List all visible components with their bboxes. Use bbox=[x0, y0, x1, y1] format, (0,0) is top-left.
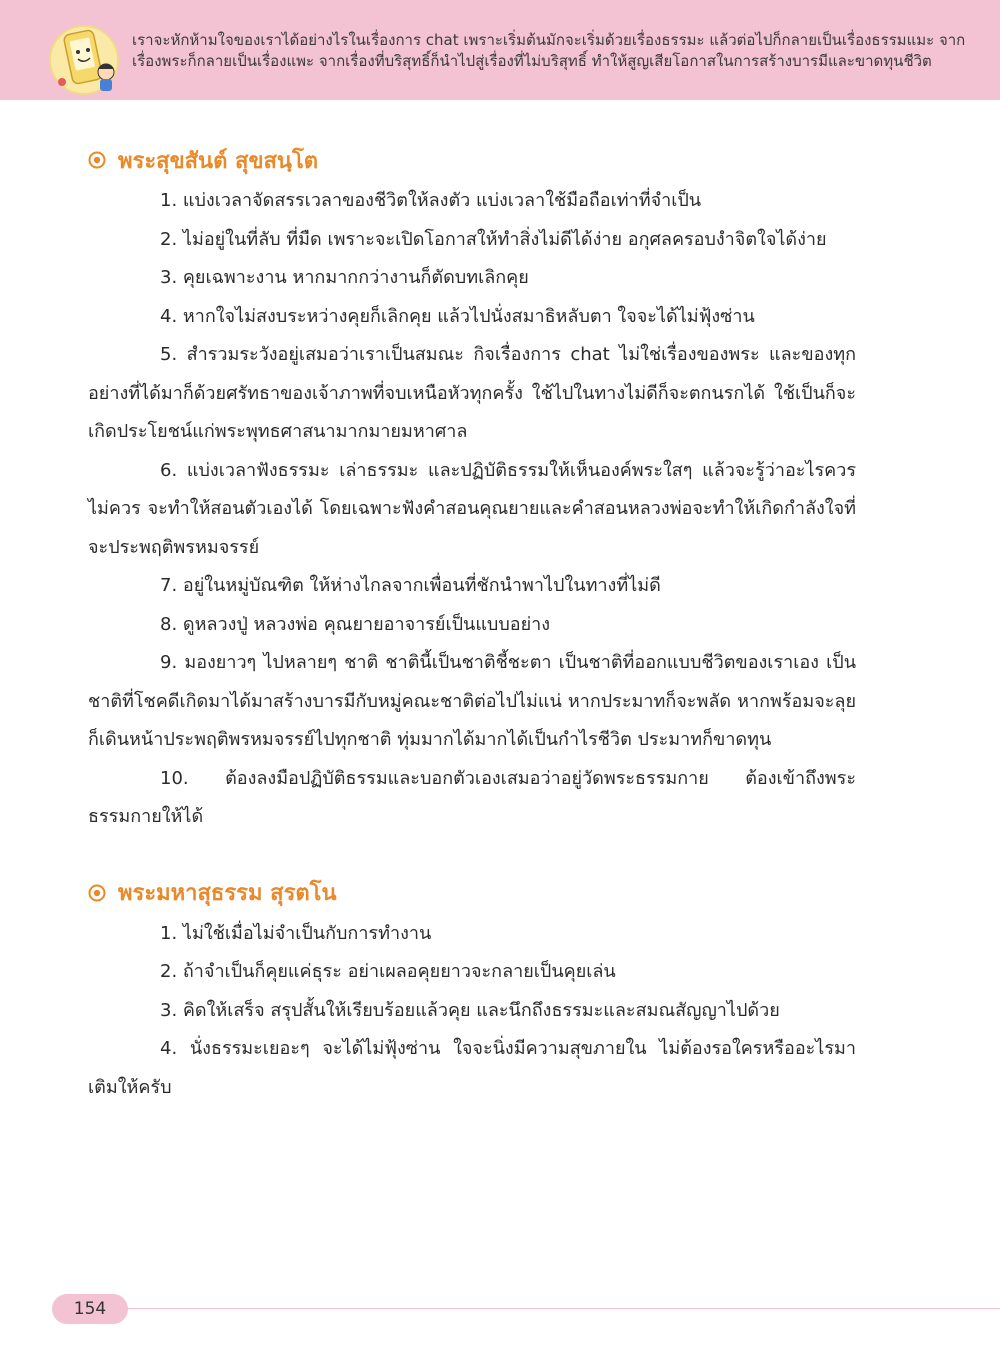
footer-divider bbox=[125, 1308, 1000, 1309]
section-title bbox=[88, 138, 856, 182]
list-item: 3. คุยเฉพาะงาน หากมากกว่างานก็ตัดบทเลิกคุย bbox=[160, 267, 529, 288]
list-item: 2. ไม่อยู่ในที่ลับ ที่มืด เพราะจะเปิดโอกาสให้ทำสิ่งไม่ดีได้ง่าย อกุศลครอบงำจิตใจได้ง่าย bbox=[160, 228, 827, 250]
list-item: 1. แบ่งเวลาจัดสรรเวลาของชีวิตให้ลงตัว แบ่งเวลาใช้มือถือเท่าที่จำเป็น bbox=[160, 190, 702, 211]
section-1 bbox=[88, 138, 856, 837]
page-content bbox=[88, 138, 856, 1141]
double-circle-bullet-icon bbox=[88, 151, 106, 169]
double-circle-bullet-icon bbox=[88, 884, 106, 902]
header-banner bbox=[0, 0, 1000, 100]
list-item: 1. ไม่ใช้เมื่อไม่จำเป็นกับการทำงาน bbox=[160, 922, 432, 944]
list-item: 3. คิดให้เสร็จ สรุปสั้นให้เรียบร้อยแล้วคุย และนึกถึงธรรมะและสมณสัญญาไปด้วย bbox=[160, 999, 780, 1021]
list-item: 10. ต้องลงมือปฏิบัติธรรมและบอกตัวเองเสมอว่าอยู่วัดพระธรรมกาย ต้องเข้าถึงพระธรรมกายให้ได้ bbox=[88, 767, 856, 827]
section-title bbox=[88, 871, 856, 915]
list-item: 9. มองยาวๆ ไปหลายๆ ชาติ ชาตินี้เป็นชาติชี้ชะตา เป็นชาติที่ออกแบบชีวิตของเราเอง เป็นชาติที่โชคดีเกิดมาได้มาสร้างบารมีกับหมู่คณะชาติต่อไปไม่แน่ หากประมาทก็จะพลัด หากพร้อมจะลุยก็เดินหน้าประพฤติพรหมจรรย์ไปทุกชาติ ทุ่มมากได้มากได้เป็นกำไรชีวิต ประมาทก็ขาดทุน bbox=[88, 652, 856, 750]
section-title-text: พระสุขสันต์ สุขสนฺโต bbox=[118, 148, 319, 174]
list-item: 4. หากใจไม่สงบระหว่างคุยก็เลิกคุย แล้วไปนั่งสมาธิหลับตา ใจจะได้ไม่ฟุ้งซ่าน bbox=[160, 305, 755, 327]
list-item: 2. ถ้าจำเป็นก็คุยแค่ธุระ อย่าเผลอคุยยาวจะกลายเป็นคุยเล่น bbox=[160, 961, 616, 982]
page-number-badge bbox=[52, 1294, 128, 1324]
list-item: 4. นั่งธรรมะเยอะๆ จะได้ไม่ฟุ้งซ่าน ใจจะนิ่งมีความสุขภายใน ไม่ต้องรอใครหรืออะไรมาเติมให้ครับ bbox=[88, 1038, 856, 1098]
page-number: 154 bbox=[73, 1299, 107, 1319]
list-item: 8. ดูหลวงปู่ หลวงพ่อ คุณยายอาจารย์เป็นแบบอย่าง bbox=[160, 613, 551, 635]
section-title-text: พระมหาสุธรรม สุรตโน bbox=[118, 881, 337, 906]
list-item: 5. สำรวมระวังอยู่เสมอว่าเราเป็นสมณะ กิจเรื่องการ chat ไม่ใช่เรื่องของพระ และของทุกอย่างที่ได้มาก็ด้วยศรัทธาของเจ้าภาพที่จบเหนือหัวทุกครั้ง ใช้ไปในทางไม่ดีก็จะตกนรกได้ ใช้เป็นก็จะเกิดประโยชน์แก่พระพุทธศาสนามากมายมหาศาล bbox=[88, 344, 856, 442]
list-item: 7. อยู่ในหมู่บัณฑิต ให้ห่างไกลจากเพื่อนที่ชักนำพาไปในทางที่ไม่ดี bbox=[160, 575, 661, 596]
header-text: เราจะหักห้ามใจของเราได้อย่างไรในเรื่องการ chat เพราะเริ่มต้นมักจะเริ่มด้วยเรื่องธรรมะ แล้วต่อไปก็กลายเป็นเรื่องธรรมแมะ จากเรื่องพระก็กลายเป็นเรื่องแพะ จากเรื่องที่บริสุทธิ์ก็นำไปสู่เรื่องที่ไม่บริสุทธิ์ ทำให้สูญเสียโอกาสในการสร้างบารมีและขาดทุนชีวิต bbox=[132, 31, 966, 70]
list-item: 6. แบ่งเวลาฟังธรรมะ เล่าธรรมะ และปฏิบัติธรรมให้เห็นองค์พระใสๆ แล้วจะรู้ว่าอะไรควรไม่ควร จะทำให้สอนตัวเองได้ โดยเฉพาะฟังคำสอนคุณยายและคำสอนหลวงพ่อจะทำให้เกิดกำลังใจที่จะประพฤติพรหมจรรย์ bbox=[88, 459, 856, 558]
mascot-illustration-icon bbox=[48, 22, 128, 98]
section-2 bbox=[88, 871, 856, 1108]
